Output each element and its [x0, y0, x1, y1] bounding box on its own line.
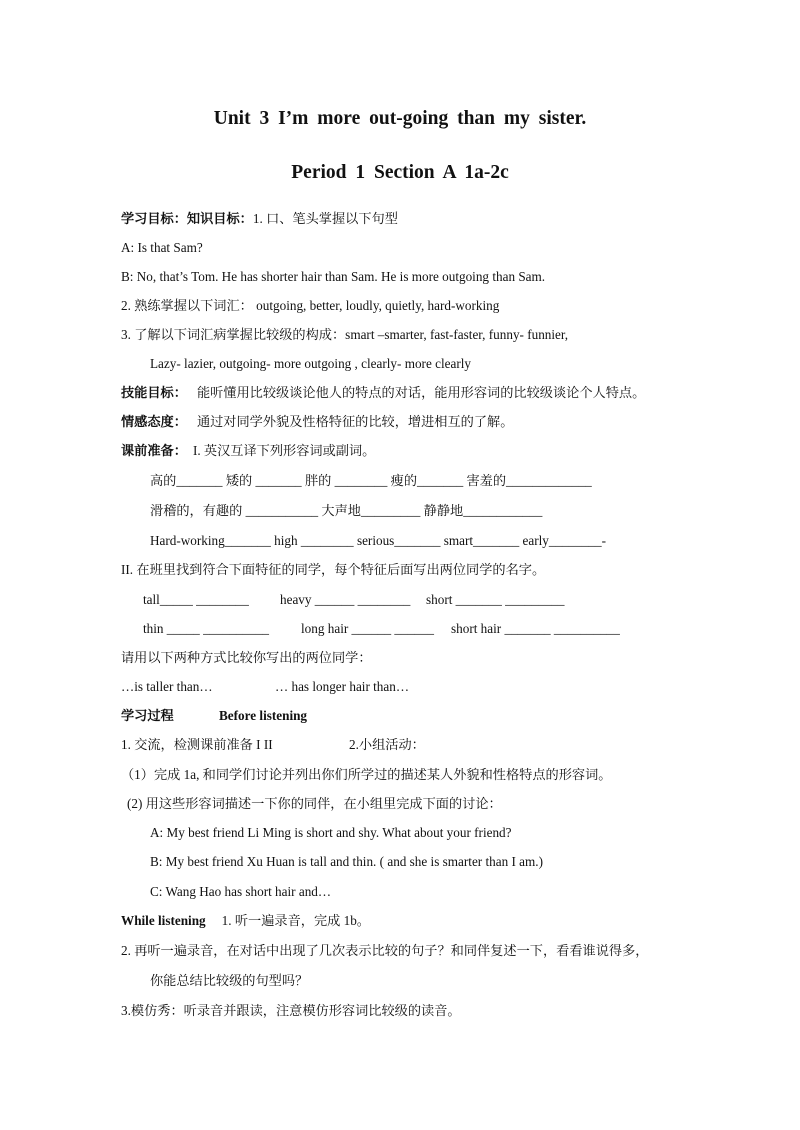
translate-row-1: 高的_______ 矮的 _______ 胖的 ________ 瘦的_______ 害羞的_____________ [150, 473, 592, 488]
traits-thin: thin _____ __________ [143, 621, 270, 636]
while-listening-step: 1. 听一遍录音，完成 1b。 [221, 913, 370, 928]
translate-row-2: 滑稽的，有趣的 ___________ 大声地_________ 静静地____________ [150, 503, 543, 518]
translate-row-3: Hard-working_______ high ________ serious_______ smart_______ early________- [150, 533, 607, 548]
pattern-taller: …is taller than… [121, 679, 213, 694]
sentence-a: A: Is that Sam? [121, 240, 203, 255]
dialog-line-b: B: My best friend Xu Huan is tall and thin. ( and she is smarter than I am.) [150, 854, 543, 869]
listen-again-line-2: 你能总结比较级的句型吗？ [150, 973, 309, 988]
comparatives-line-1: 3. 了解以下词汇病掌握比较级的构成：smart –smarter, fast-faster, funny- funnier, [121, 327, 569, 342]
skills-line [121, 385, 645, 401]
group-task-2: (2) 用这些形容词描述一下你的同伴，在小组里完成下面的讨论： [127, 796, 502, 811]
attitude-line [121, 414, 513, 430]
listen-again-line-1: 2. 再听一遍录音，在对话中出现了几次表示比较的句子？和同伴复述一下，看看谁说得多， [121, 943, 649, 958]
process-label: 学习过程 [121, 708, 174, 723]
traits-long-hair: long hair ______ ______ [301, 621, 434, 636]
while-listening-heading: While listening [121, 913, 206, 928]
skills-text: 能听懂用比较级谈论他人的特点的对话，能用形容词的比较级谈论个人特点。 [196, 385, 646, 400]
traits-heavy: heavy ______ ________ [280, 592, 411, 607]
traits-short: short _______ _________ [426, 592, 565, 607]
step-group-activity: 2.小组活动： [349, 737, 425, 752]
traits-short-hair: short hair _______ __________ [451, 621, 620, 636]
objectives-line [121, 211, 398, 227]
objectives-label: 学习目标：知识目标： [121, 211, 253, 226]
compare-instruction: 请用以下两种方式比较你写出的两位同学： [121, 650, 372, 665]
traits-tall: tall_____ ________ [143, 592, 249, 607]
objectives-intro: 1. 口、笔头掌握以下句型 [252, 211, 398, 226]
vocab-line: 2. 熟练掌握以下词汇： outgoing, better, loudly, quietly, hard-working [121, 298, 500, 313]
prep-line [121, 443, 375, 459]
prep-text: I. 英汉互译下列形容词或副词。 [192, 443, 376, 458]
group-task-1: （1）完成 1a, 和同学们讨论并列出你们所学过的描述某人外貌和性格特点的形容词。 [121, 767, 612, 782]
step-exchange: 1. 交流，检测课前准备 I II [121, 737, 273, 752]
unit-title: Unit 3 I’m more out-going than my sister. [213, 108, 587, 129]
prep-label: 课前准备： [121, 443, 187, 458]
sentence-b: B: No, that’s Tom. He has shorter hair than Sam. He is more outgoing than Sam. [121, 269, 546, 284]
pattern-longer-hair: … has longer hair than… [275, 679, 410, 694]
attitude-label: 情感态度： [121, 414, 187, 429]
imitation-line: 3.模仿秀：听录音并跟读，注意模仿形容词比较级的读音。 [121, 1003, 461, 1018]
period-subtitle: Period 1 Section A 1a-2c [291, 162, 509, 183]
dialog-line-c: C: Wang Hao has short hair and… [150, 884, 332, 899]
while-listening-line [121, 913, 370, 929]
part-two-instruction: II. 在班里找到符合下面特征的同学，每个特征后面写出两位同学的名字。 [121, 562, 546, 577]
dialog-line-a: A: My best friend Li Ming is short and shy. What about your friend? [150, 825, 512, 840]
before-listening-heading: Before listening [219, 708, 308, 723]
comparatives-line-2: Lazy- lazier, outgoing- more outgoing , clearly- more clearly [150, 356, 471, 371]
skills-label: 技能目标： [121, 385, 187, 400]
attitude-text: 通过对同学外貌及性格特征的比较，增进相互的了解。 [196, 414, 514, 429]
